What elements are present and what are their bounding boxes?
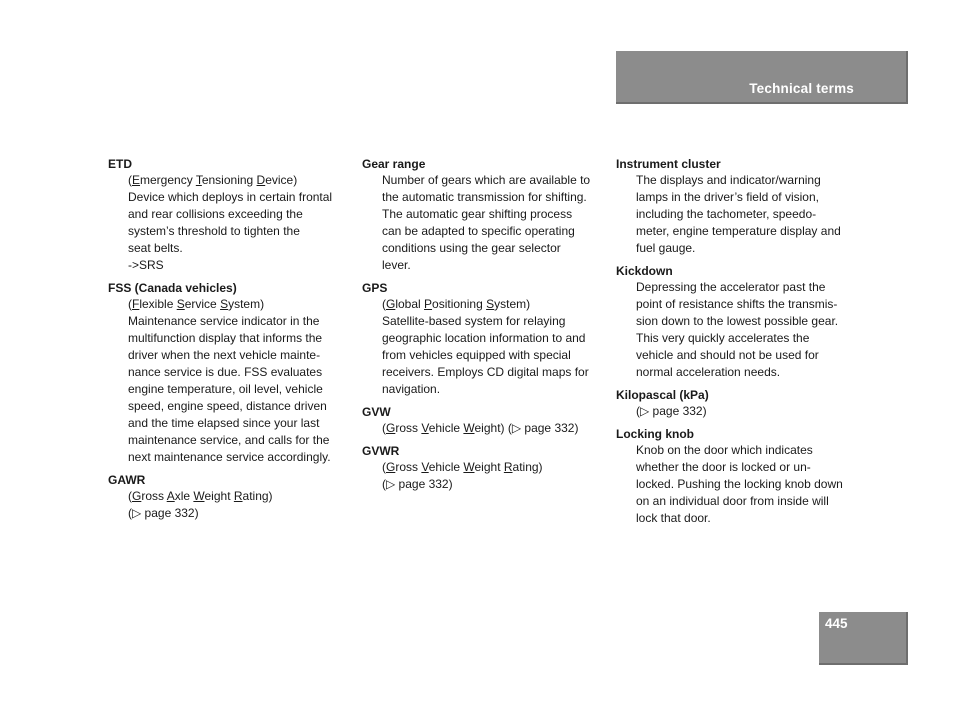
term-line: on an individual door from inside will (636, 494, 829, 508)
term-body (616, 442, 861, 527)
term-line: nance service is due. FSS evaluates (128, 365, 323, 379)
term-line: (Gross Vehicle Weight) (▷ page 332) (382, 421, 579, 435)
term-line: vehicle and should not be used for (636, 348, 819, 362)
term-fss (108, 280, 353, 466)
term-title: Kickdown (616, 264, 673, 278)
term-line: (Gross Axle Weight Rating) (128, 489, 273, 503)
term-line: (Flexible Service System) (128, 297, 265, 311)
term-line: including the tachometer, speedo- (636, 207, 817, 221)
term-line: maintenance service, and calls for the (128, 433, 330, 447)
page-number-box (819, 612, 908, 665)
term-line: navigation. (382, 382, 441, 396)
term-body (362, 459, 607, 493)
term-body (616, 172, 861, 257)
page-number: 445 (825, 616, 848, 631)
term-title: Kilopascal (kPa) (616, 388, 709, 402)
term-line: system’s threshold to tighten the (128, 224, 300, 238)
glossary-column-2 (362, 156, 607, 499)
term-title: FSS (Canada vehicles) (108, 281, 237, 295)
term-line: This very quickly accelerates the (636, 331, 810, 345)
term-gvw (362, 404, 607, 437)
term-title: ETD (108, 157, 132, 171)
term-line: receivers. Employs CD digital maps for (382, 365, 589, 379)
term-title: Gear range (362, 157, 426, 171)
term-body (108, 488, 353, 522)
term-title: Instrument cluster (616, 157, 721, 171)
page-reference: (▷ page 332) (382, 477, 453, 491)
term-line: The displays and indicator/warning (636, 173, 821, 187)
term-title: GVWR (362, 444, 400, 458)
term-gawr (108, 472, 353, 522)
term-line: Knob on the door which indicates (636, 443, 813, 457)
term-line: and the time elapsed since your last (128, 416, 320, 430)
term-locking-knob (616, 426, 861, 527)
term-gps (362, 280, 607, 398)
term-body (362, 296, 607, 398)
term-line: meter, engine temperature display and (636, 224, 841, 238)
term-line: normal acceleration needs. (636, 365, 781, 379)
term-line: sion down to the lowest possible gear. (636, 314, 839, 328)
term-body (108, 172, 353, 274)
term-line: lock that door. (636, 511, 711, 525)
term-line: point of resistance shifts the transmis- (636, 297, 838, 311)
term-gear-range (362, 156, 607, 274)
term-line: from vehicles equipped with special (382, 348, 571, 362)
term-title: GAWR (108, 473, 146, 487)
term-line: Maintenance service indicator in the (128, 314, 320, 328)
page-reference: (▷ page 332) (128, 506, 199, 520)
term-body (616, 279, 861, 381)
term-line: geographic location information to and (382, 331, 586, 345)
term-line: lamps in the driver’s field of vision, (636, 190, 819, 204)
term-line: seat belts. (128, 241, 183, 255)
term-title: GVW (362, 405, 391, 419)
term-line: fuel gauge. (636, 241, 696, 255)
term-line: next maintenance service accordingly. (128, 450, 331, 464)
term-title: GPS (362, 281, 388, 295)
term-kickdown (616, 263, 861, 381)
term-title: Locking knob (616, 427, 694, 441)
glossary-column-3 (616, 156, 861, 533)
term-line: can be adapted to specific operating (382, 224, 575, 238)
term-body (616, 403, 861, 420)
term-line: (Emergency Tensioning Device) (128, 173, 298, 187)
section-title: Technical terms (749, 81, 854, 96)
term-line: (Global Positioning System) (382, 297, 531, 311)
term-line: driver when the next vehicle mainte- (128, 348, 321, 362)
section-header (616, 51, 908, 104)
term-gvwr (362, 443, 607, 493)
term-line: (Gross Vehicle Weight Rating) (382, 460, 543, 474)
term-line: conditions using the gear selector (382, 241, 561, 255)
term-line: locked. Pushing the locking knob down (636, 477, 843, 491)
term-line: engine temperature, oil level, vehicle (128, 382, 323, 396)
term-line: lever. (382, 258, 411, 272)
term-body (362, 172, 607, 274)
term-line: speed, engine speed, distance driven (128, 399, 327, 413)
term-line: Depressing the accelerator past the (636, 280, 826, 294)
term-line: ->SRS (128, 258, 164, 272)
term-etd (108, 156, 353, 274)
term-line: Satellite-based system for relaying (382, 314, 566, 328)
term-line: Device which deploys in certain frontal (128, 190, 333, 204)
term-body (108, 296, 353, 466)
term-body (362, 420, 607, 437)
page-reference: (▷ page 332) (636, 404, 707, 418)
term-line: multifunction display that informs the (128, 331, 323, 345)
glossary-column-1 (108, 156, 353, 528)
term-line: Number of gears which are available to (382, 173, 591, 187)
term-line: whether the door is locked or un- (636, 460, 811, 474)
term-instrument-cluster (616, 156, 861, 257)
term-line: The automatic gear shifting process (382, 207, 573, 221)
term-line: and rear collisions exceeding the (128, 207, 303, 221)
term-kilopascal (616, 387, 861, 420)
term-line: the automatic transmission for shifting. (382, 190, 587, 204)
